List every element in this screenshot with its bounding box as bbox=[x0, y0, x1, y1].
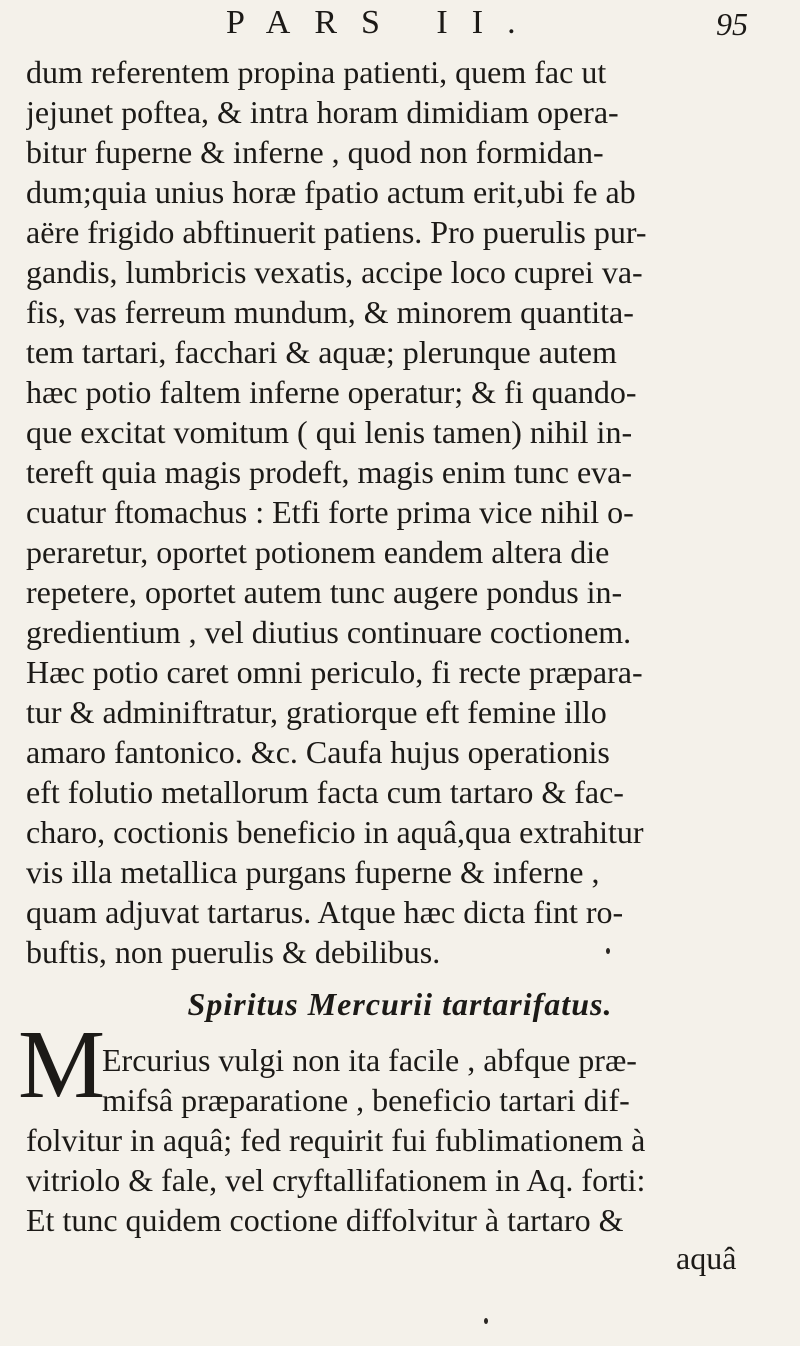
text-line: quam adjuvat tartarus. Atque hæc dicta fint ro- bbox=[26, 894, 624, 930]
catchword: aquâ bbox=[676, 1240, 737, 1276]
text-line: mifsâ præparatione , beneficio tartari dif- bbox=[102, 1082, 630, 1118]
text-line: bitur fuperne & inferne , quod non formidan- bbox=[26, 134, 604, 170]
drop-cap: M bbox=[18, 1011, 106, 1119]
ink-speck bbox=[484, 1318, 488, 1324]
text-line: vitriolo & fale, vel cryftallifationem in Aq. forti: bbox=[26, 1162, 646, 1198]
text-line: dum referentem propina patienti, quem fac ut bbox=[26, 54, 607, 90]
ink-speck bbox=[606, 948, 610, 954]
text-line: gandis, lumbricis vexatis, accipe loco cuprei va- bbox=[26, 254, 643, 290]
page-number: 95 bbox=[716, 6, 748, 42]
text-line: tereft quia magis prodeft, magis enim tunc eva- bbox=[26, 454, 633, 490]
text-line: tem tartari, facchari & aquæ; plerunque autem bbox=[26, 334, 617, 370]
text-line: repetere, oportet autem tunc augere pondus in- bbox=[26, 574, 623, 610]
text-line: Et tunc quidem coctione diffolvitur à tartaro & bbox=[26, 1202, 624, 1238]
text-line: amaro fantonico. &c. Caufa hujus operationis bbox=[26, 734, 610, 770]
text-line: charo, coctionis beneficio in aquâ,qua extrahitur bbox=[26, 814, 644, 850]
running-head bbox=[0, 4, 800, 46]
text-line: vis illa metallica purgans fuperne & inferne , bbox=[26, 854, 600, 890]
running-head-title: PARS II. bbox=[226, 4, 540, 41]
text-line: gredientium , vel diutius continuare coctionem. bbox=[26, 614, 632, 650]
section-heading: Spiritus Mercurii tartarifatus. bbox=[187, 986, 613, 1022]
text-line: Hæc potio caret omni periculo, fi recte præpara- bbox=[26, 654, 643, 690]
text-line: jejunet poftea, & intra horam dimidiam opera- bbox=[26, 94, 619, 130]
text-line: Ercurius vulgi non ita facile , abfque præ- bbox=[102, 1042, 637, 1078]
text-line: hæc potio faltem inferne operatur; & fi quando- bbox=[26, 374, 637, 410]
text-line: folvitur in aquâ; fed requirit fui fublimationem à bbox=[26, 1122, 646, 1158]
text-line: buftis, non puerulis & debilibus. bbox=[26, 934, 441, 970]
text-line: que excitat vomitum ( qui lenis tamen) nihil in- bbox=[26, 414, 633, 450]
text-line: dum;quia unius horæ fpatio actum erit,ubi fe ab bbox=[26, 174, 636, 210]
text-line: peraretur, oportet potionem eandem altera die bbox=[26, 534, 610, 570]
text-line: eft folutio metallorum facta cum tartaro & fac- bbox=[26, 774, 624, 810]
text-line: aëre frigido abftinuerit patiens. Pro puerulis pur- bbox=[26, 214, 647, 250]
text-line: cuatur ftomachus : Etfi forte prima vice nihil o- bbox=[26, 494, 634, 530]
text-line: fis, vas ferreum mundum, & minorem quantita- bbox=[26, 294, 634, 330]
text-line: tur & adminiftratur, gratiorque eft femine illo bbox=[26, 694, 607, 730]
